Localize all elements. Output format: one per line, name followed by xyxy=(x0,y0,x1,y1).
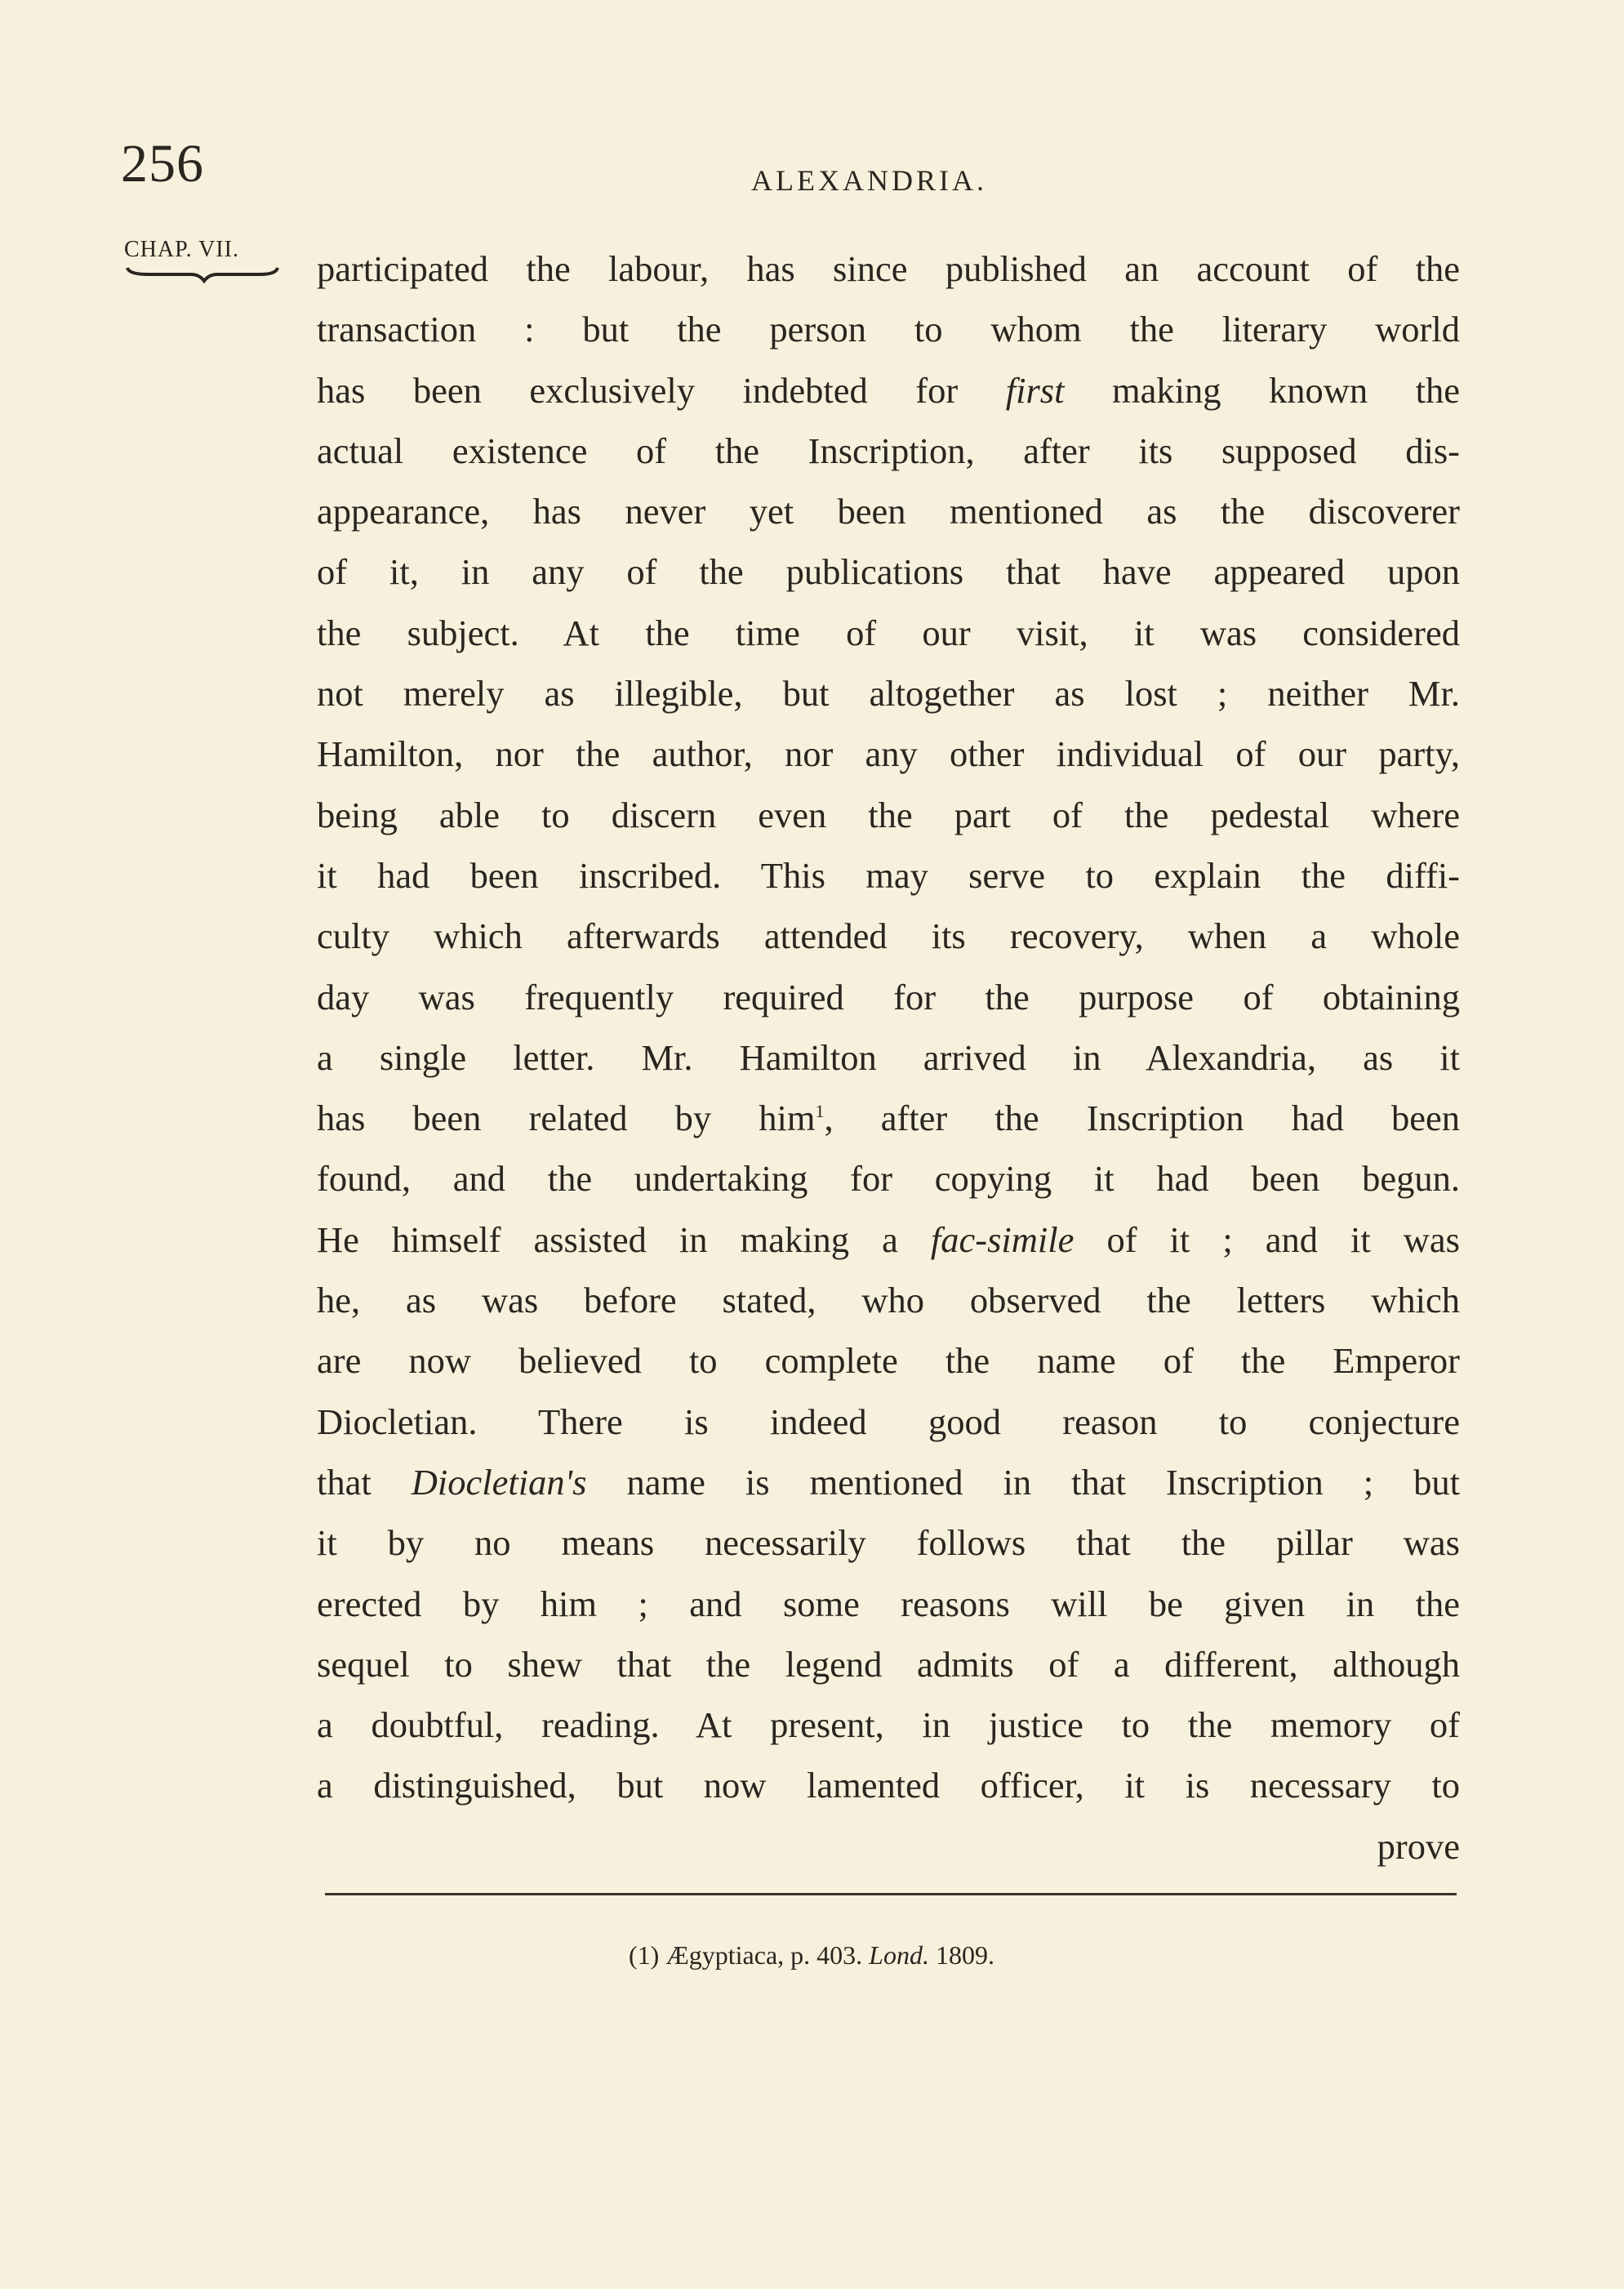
italic-phrase: fac-simile xyxy=(930,1218,1075,1260)
text-line: not merely as illegible, but altogether as lost ; neither Mr. xyxy=(317,673,1460,715)
text-line: a single letter. Mr. Hamilton arrived in Alexandria, as it xyxy=(317,1036,1460,1078)
italic-word: first xyxy=(1005,369,1065,411)
text-line: being able to discern even the part of the pedestal where xyxy=(317,794,1460,835)
text-line: a distinguished, but now lamented officer, it is necessary to xyxy=(317,1765,1460,1806)
italic-name: Diocletian's xyxy=(411,1461,587,1503)
body-text xyxy=(317,238,1460,1877)
text-line: of it, in any of the publications that have appeared upon xyxy=(317,551,1460,593)
text-line: culty which afterwards attended its recovery, when a whole xyxy=(317,915,1460,957)
text-line: the subject. At the time of our visit, it was considered xyxy=(317,612,1460,653)
running-head: ALEXANDRIA. xyxy=(751,164,987,197)
text-line: erected by him ; and some reasons will be given in the xyxy=(317,1583,1460,1624)
text-line: Diocletian. There is indeed good reason to conjecture xyxy=(317,1401,1460,1442)
footnote-number: (1) xyxy=(629,1940,660,1970)
text-line: actual existence of the Inscription, after its supposed dis- xyxy=(317,430,1460,471)
text-line: He himself assisted in making a fac-simile of it ; and it was xyxy=(317,1218,1460,1260)
text-line: day was frequently required for the purpose of obtaining xyxy=(317,976,1460,1018)
chapter-label: CHAP. VII. xyxy=(124,237,239,262)
text-line: sequel to shew that the legend admits of a different, although xyxy=(317,1643,1460,1685)
brace-ornament-icon xyxy=(124,265,279,284)
text-line: has been exclusively indebted for first making known the xyxy=(317,369,1461,411)
text-line: participated the labour, has since published an account of the xyxy=(317,248,1460,289)
text-line: appearance, has never yet been mentioned as the discoverer xyxy=(317,491,1460,532)
footnote-place: Lond. xyxy=(869,1940,929,1970)
text-line: are now believed to complete the name of the Emperor xyxy=(317,1340,1460,1382)
text-line: Hamilton, nor the author, nor any other individual of our party, xyxy=(317,733,1460,775)
footnote-rule xyxy=(325,1893,1457,1895)
footnote-year: 1809. xyxy=(935,1940,994,1970)
text-line: found, and the undertaking for copying it had been begun. xyxy=(317,1158,1460,1200)
page-number: 256 xyxy=(121,134,204,194)
footnote-source: Ægyptiaca, p. 403. xyxy=(665,1940,863,1970)
text-line: has been related by him$^1$, after the Inscription had been xyxy=(317,1098,1460,1139)
text-line: he, as was before stated, who observed the letters which xyxy=(317,1280,1460,1321)
text-line: it by no means necessarily follows that the pillar was xyxy=(317,1522,1460,1564)
text-line: that Diocletian's name is mentioned in that Inscription ; but xyxy=(317,1461,1461,1503)
footnote-reference: 1 xyxy=(815,1101,825,1122)
text-line: transaction : but the person to whom the literary world xyxy=(317,309,1460,350)
text-line: it had been inscribed. This may serve to explain the diffi- xyxy=(317,854,1460,896)
text-line: a doubtful, reading. At present, in justice to the memory of xyxy=(317,1704,1460,1746)
catchword: prove xyxy=(1377,1825,1460,1867)
footnote xyxy=(629,1940,994,1971)
chapter-marker xyxy=(124,237,279,284)
